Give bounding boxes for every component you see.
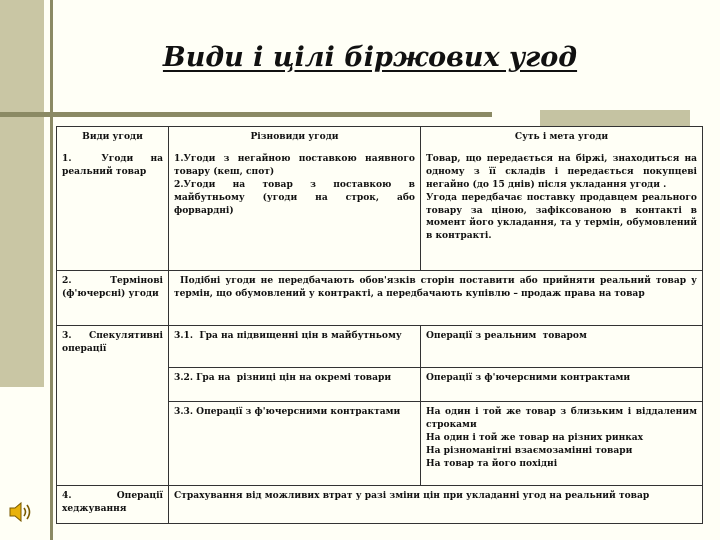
cell-type	[57, 326, 169, 486]
essence-text: На один і той же товар на різних ринках	[426, 431, 644, 443]
deals-table	[56, 126, 703, 524]
subtype-text: 3.1. Гра на підвищенні цін в майбутньому	[174, 330, 402, 341]
cell-type	[57, 127, 169, 271]
cell-type	[57, 271, 169, 326]
table-row	[57, 326, 703, 368]
cell-essence	[169, 486, 703, 524]
table-row	[57, 271, 703, 326]
subtype-text: 1.Угоди з негайною поставкою наявного товару (кеш, спот)	[174, 152, 415, 177]
type-label: 3. Спекулятивні операції	[62, 330, 167, 354]
essence-text: На товар та його похідні	[426, 457, 558, 469]
type-label: 2. Термінові (ф'ючерсні) угоди	[62, 275, 167, 299]
cell-subtypes	[169, 402, 421, 486]
subtype-text: 3.3. Операції з ф'ючерсними контрактами	[174, 406, 401, 417]
slide-title: Види і цілі біржових угод	[162, 42, 578, 73]
cell-essence	[421, 368, 703, 402]
type-label: 1. Угоди на реальний товар	[62, 152, 167, 177]
cell-subtypes	[169, 326, 421, 368]
essence-text: Подібні угоди не передбачають обов'язків сторін поставити або прийняти реальний товар у термін, що обумовлений у контракті, а передбачають купівлю – продаж права на товар	[174, 275, 697, 299]
subtype-text: 2.Угоди на товар з поставкою в майбутньому (угоди на строк, або форвардні)	[174, 178, 415, 216]
decorative-horizontal-rule	[0, 112, 492, 117]
cell-subtypes	[169, 368, 421, 402]
cell-essence	[421, 326, 703, 368]
table-row	[57, 127, 703, 271]
essence-text: Страхування від можливих втрат у разі зміни цін при укладанні угод на реальний товар	[174, 490, 650, 501]
speaker-icon[interactable]	[8, 500, 34, 524]
decorative-vertical-rule	[50, 0, 53, 540]
header-essence: Суть і мета угоди	[514, 131, 609, 142]
type-label: 4. Операції хеджування	[62, 490, 167, 514]
table-row	[57, 486, 703, 524]
header-subtypes: Різновиди угоди	[250, 131, 339, 142]
header-types: Види угоди	[82, 131, 143, 142]
cell-essence	[421, 127, 703, 271]
cell-type	[57, 486, 169, 524]
essence-text: Операції з ф'ючерсними контрактами	[426, 372, 631, 383]
cell-essence	[169, 271, 703, 326]
essence-text: На різноманітні взаємозамінні товари	[426, 444, 633, 456]
cell-subtypes	[169, 127, 421, 271]
essence-text: Товар, що передається на біржі, знаходиться на одному з її складів і передається покупцеві негайно (до 15 днів) після укладання угоди .	[426, 152, 697, 190]
cell-essence	[421, 402, 703, 486]
subtype-text: 3.2. Гра на різниці цін на окремі товари	[174, 372, 392, 383]
essence-text: На один і той же товар з близьким і віддаленим строками	[426, 406, 697, 430]
essence-text: Угода передбачає поставку продавцем реального товару за ціною, зафіксованою в контакті в момент його укладання, та у термін, обумовлений в контракті.	[426, 191, 697, 242]
decorative-rule-block	[540, 110, 690, 126]
essence-text: Операції з реальним товаром	[426, 330, 587, 341]
